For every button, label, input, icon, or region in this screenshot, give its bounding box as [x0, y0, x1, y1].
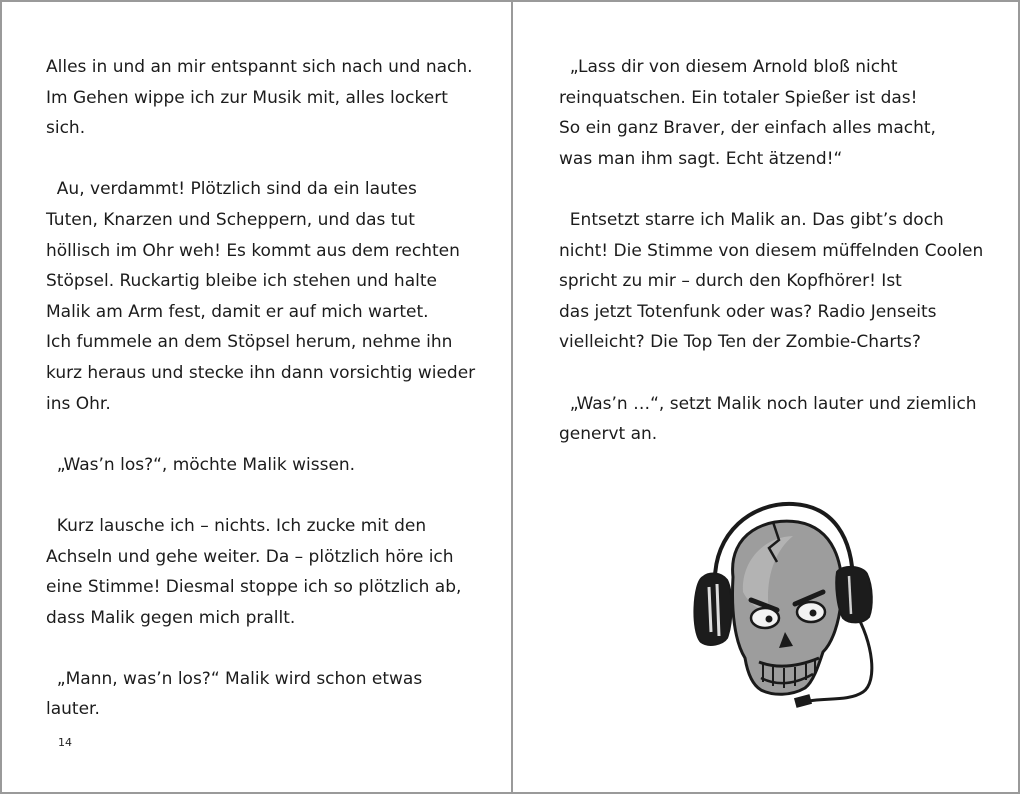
text-line: Alles in und an mir entspannt sich nach und nach. — [46, 57, 473, 77]
paragraph-spacer — [46, 419, 475, 450]
text-line: reinquatschen. Ein totaler Spießer ist das! — [559, 87, 918, 108]
text-line: höllisch im Ohr weh! Es kommt aus dem rechten — [46, 240, 460, 261]
text-line: „Mann, was’n los?“ Malik wird schon etwas — [46, 668, 423, 689]
text-line: ins Ohr. — [46, 393, 111, 414]
paragraph-spacer — [46, 144, 475, 175]
text-line: Achseln und gehe weiter. Da – plötzlich höre ich — [46, 546, 454, 567]
text-line: „Was’n …“, setzt Malik noch lauter und ziemlich — [559, 393, 977, 414]
skull-headphones-illustration — [673, 492, 893, 722]
text-line: vielleicht? Die Top Ten der Zombie-Charts? — [559, 332, 921, 353]
text-line: das jetzt Totenfunk oder was? Radio Jenseits — [559, 301, 937, 322]
text-line: Kurz lausche ich – nichts. Ich zucke mit den — [46, 515, 427, 536]
text-line: kurz heraus und stecke ihn dann vorsichtig wieder — [46, 362, 476, 383]
text-line: lauter. — [46, 699, 100, 720]
text-line: Ich fummele an dem Stöpsel herum, nehme ihn — [46, 332, 453, 353]
text-line: Im Gehen wippe ich zur Musik mit, alles lockert — [46, 87, 448, 108]
text-line: So ein ganz Braver, der einfach alles macht, — [559, 118, 936, 139]
skull-icon — [673, 492, 893, 722]
paragraph-spacer — [46, 633, 475, 664]
text-line: sich. — [46, 118, 86, 139]
text-line: Stöpsel. Ruckartig bleibe ich stehen und halte — [46, 271, 437, 292]
text-line: spricht zu mir – durch den Kopfhörer! Ist — [559, 271, 902, 292]
text-line: Entsetzt starre ich Malik an. Das gibt’s doch — [559, 209, 944, 230]
right-page-text — [559, 52, 983, 450]
text-line: genervt an. — [559, 424, 658, 445]
text-line: „Was’n los?“, möchte Malik wissen. — [46, 454, 356, 475]
left-page — [2, 2, 511, 792]
paragraph-spacer — [559, 358, 983, 389]
page-number: 14 — [58, 736, 72, 749]
text-line: was man ihm sagt. Echt ätzend!“ — [559, 148, 843, 169]
paragraph-spacer — [46, 480, 475, 511]
text-line: nicht! Die Stimme von diesem müffelnden Coolen — [559, 240, 984, 261]
left-page-text — [46, 52, 475, 725]
text-line: dass Malik gegen mich prallt. — [46, 607, 296, 628]
paragraph-spacer — [559, 174, 983, 205]
right-page — [513, 2, 1020, 792]
text-line: Malik am Arm fest, damit er auf mich wartet. — [46, 301, 429, 322]
text-line: Au, verdammt! Plötzlich sind da ein lautes — [46, 179, 417, 200]
text-line: eine Stimme! Diesmal stoppe ich so plötzlich ab, — [46, 577, 462, 598]
text-line: „Lass dir von diesem Arnold bloß nicht — [559, 57, 898, 77]
text-line: Tuten, Knarzen und Scheppern, und das tut — [46, 209, 415, 230]
